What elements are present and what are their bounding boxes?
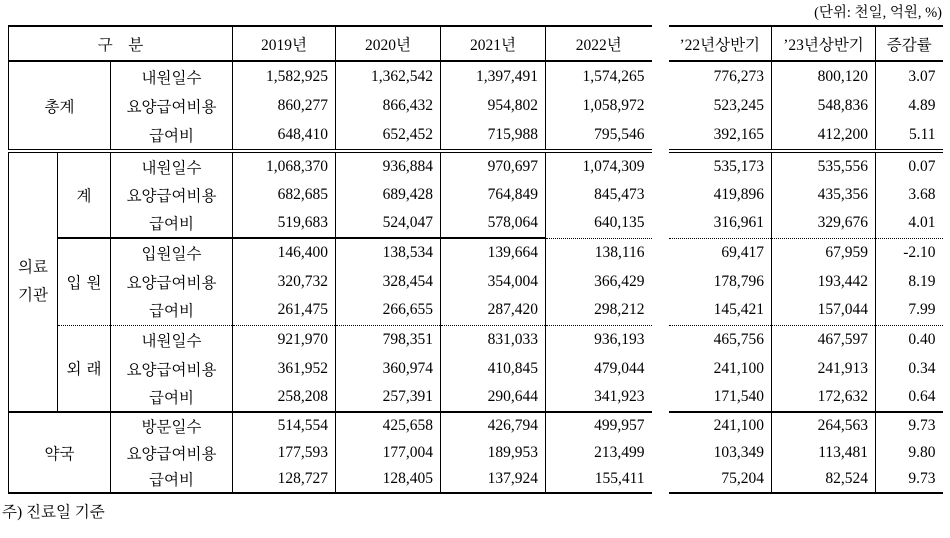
value-cell: 241,100 — [669, 412, 772, 439]
row-label-cell: 방문일수 — [111, 412, 233, 439]
value-cell: 241,913 — [772, 354, 876, 383]
value-cell: 648,410 — [233, 121, 336, 151]
value-cell: 425,658 — [336, 412, 441, 439]
col-header-h1-2022: ’22년상반기 — [669, 26, 772, 61]
value-cell: 320,732 — [233, 267, 336, 296]
value-cell: 776,273 — [669, 61, 772, 91]
value-cell: 535,556 — [772, 151, 876, 180]
value-cell: 845,473 — [546, 180, 652, 209]
group-cell-total: 총계 — [9, 61, 111, 151]
value-cell: 419,896 — [669, 180, 772, 209]
value-cell: 1,074,309 — [546, 151, 652, 180]
value-cell: 146,400 — [233, 238, 336, 267]
row-label-cell: 요양급여비용 — [111, 439, 233, 466]
col-header-2022: 2022년 — [546, 26, 652, 61]
row-label-cell: 내원일수 — [111, 151, 233, 180]
value-cell: 795,546 — [546, 121, 652, 151]
left-table — [8, 25, 652, 494]
value-cell: 137,924 — [441, 466, 546, 493]
value-cell: 523,245 — [669, 91, 772, 121]
header-row — [669, 26, 943, 61]
value-cell: 128,405 — [336, 466, 441, 493]
value-cell: 514,554 — [233, 412, 336, 439]
group-cell-pharmacy: 약국 — [9, 412, 111, 493]
table-row — [669, 383, 943, 412]
value-cell: 128,727 — [233, 466, 336, 493]
value-cell: 535,173 — [669, 151, 772, 180]
group-cell-medical: 의료기관 — [9, 151, 58, 412]
value-cell: 361,952 — [233, 354, 336, 383]
value-cell: 264,563 — [772, 412, 876, 439]
value-cell: 970,697 — [441, 151, 546, 180]
value-cell: 578,064 — [441, 209, 546, 238]
document-page — [0, 3, 950, 522]
table-row — [669, 267, 943, 296]
table-row — [669, 61, 943, 91]
value-cell: 435,356 — [772, 180, 876, 209]
value-cell: 682,685 — [233, 180, 336, 209]
value-cell: 178,796 — [669, 267, 772, 296]
value-cell: 193,442 — [772, 267, 876, 296]
value-cell: 172,632 — [772, 383, 876, 412]
value-cell: 341,923 — [546, 383, 652, 412]
value-cell: 4.01 — [876, 209, 943, 238]
value-cell: 69,417 — [669, 238, 772, 267]
value-cell: 0.07 — [876, 151, 943, 180]
col-header-gubun: 구 분 — [9, 26, 233, 61]
table-row — [669, 91, 943, 121]
value-cell: 921,970 — [233, 325, 336, 354]
value-cell: 1,068,370 — [233, 151, 336, 180]
value-cell: 139,664 — [441, 238, 546, 267]
value-cell: 138,534 — [336, 238, 441, 267]
value-cell: 1,574,265 — [546, 61, 652, 91]
value-cell: 715,988 — [441, 121, 546, 151]
row-label-cell: 입원일수 — [111, 238, 233, 267]
value-cell: 328,454 — [336, 267, 441, 296]
value-cell: 800,120 — [772, 61, 876, 91]
value-cell: 9.73 — [876, 466, 943, 493]
value-cell: 177,593 — [233, 439, 336, 466]
row-label-cell: 급여비 — [111, 383, 233, 412]
col-header-2020: 2020년 — [336, 26, 441, 61]
value-cell: 261,475 — [233, 296, 336, 325]
value-cell: 1,058,972 — [546, 91, 652, 121]
right-table — [669, 25, 943, 494]
row-label-cell: 급여비 — [111, 209, 233, 238]
value-cell: 467,597 — [772, 325, 876, 354]
value-cell: 524,047 — [336, 209, 441, 238]
row-label-cell: 내원일수 — [111, 61, 233, 91]
value-cell: 138,116 — [546, 238, 652, 267]
value-cell: 936,193 — [546, 325, 652, 354]
value-cell: 499,957 — [546, 412, 652, 439]
table-row — [669, 325, 943, 354]
col-header-h1-2023: ’23년상반기 — [772, 26, 876, 61]
subgroup-cell-inpatient: 입원 — [58, 238, 111, 325]
value-cell: 329,676 — [772, 209, 876, 238]
table-row — [669, 121, 943, 151]
value-cell: 392,165 — [669, 121, 772, 151]
value-cell: 241,100 — [669, 354, 772, 383]
row-label-cell: 급여비 — [111, 296, 233, 325]
subgroup-cell-total: 계 — [58, 151, 111, 238]
value-cell: 548,836 — [772, 91, 876, 121]
value-cell: 8.19 — [876, 267, 943, 296]
value-cell: 866,432 — [336, 91, 441, 121]
row-label-cell: 급여비 — [111, 466, 233, 493]
value-cell: 410,845 — [441, 354, 546, 383]
value-cell: 103,349 — [669, 439, 772, 466]
value-cell: 145,421 — [669, 296, 772, 325]
footnote: 주) 진료일 기준 — [2, 504, 105, 521]
value-cell: 0.64 — [876, 383, 943, 412]
col-header-2021: 2021년 — [441, 26, 546, 61]
value-cell: 157,044 — [772, 296, 876, 325]
value-cell: 1,362,542 — [336, 61, 441, 91]
row-label-cell: 요양급여비용 — [111, 267, 233, 296]
table-row — [669, 354, 943, 383]
value-cell: 113,481 — [772, 439, 876, 466]
value-cell: 189,953 — [441, 439, 546, 466]
value-cell: 764,849 — [441, 180, 546, 209]
value-cell: 9.80 — [876, 439, 943, 466]
row-label-cell: 내원일수 — [111, 325, 233, 354]
header-row — [9, 26, 652, 61]
value-cell: 4.89 — [876, 91, 943, 121]
value-cell: 258,208 — [233, 383, 336, 412]
value-cell: 75,204 — [669, 466, 772, 493]
value-cell: 860,277 — [233, 91, 336, 121]
value-cell: 640,135 — [546, 209, 652, 238]
row-label-cell: 급여비 — [111, 121, 233, 151]
value-cell: 831,033 — [441, 325, 546, 354]
value-cell: 360,974 — [336, 354, 441, 383]
value-cell: 0.40 — [876, 325, 943, 354]
value-cell: 9.73 — [876, 412, 943, 439]
value-cell: 287,420 — [441, 296, 546, 325]
table-row — [9, 325, 652, 354]
value-cell: 366,429 — [546, 267, 652, 296]
table-row — [669, 466, 943, 493]
value-cell: 412,200 — [772, 121, 876, 151]
value-cell: 7.99 — [876, 296, 943, 325]
value-cell: 155,411 — [546, 466, 652, 493]
value-cell: 798,351 — [336, 325, 441, 354]
value-cell: 257,391 — [336, 383, 441, 412]
value-cell: 171,540 — [669, 383, 772, 412]
table-row — [9, 61, 652, 91]
value-cell: 689,428 — [336, 180, 441, 209]
value-cell: 465,756 — [669, 325, 772, 354]
value-cell: 5.11 — [876, 121, 943, 151]
value-cell: 3.68 — [876, 180, 943, 209]
table-row — [669, 412, 943, 439]
value-cell: 652,452 — [336, 121, 441, 151]
value-cell: 82,524 — [772, 466, 876, 493]
table-row — [669, 296, 943, 325]
value-cell: 354,004 — [441, 267, 546, 296]
value-cell: 3.07 — [876, 61, 943, 91]
value-cell: 213,499 — [546, 439, 652, 466]
row-label-cell: 요양급여비용 — [111, 91, 233, 121]
col-header-change-rate: 증감률 — [876, 26, 943, 61]
value-cell: 936,884 — [336, 151, 441, 180]
table-row — [669, 238, 943, 267]
table-row — [669, 439, 943, 466]
row-label-cell: 요양급여비용 — [111, 180, 233, 209]
value-cell: 298,212 — [546, 296, 652, 325]
value-cell: -2.10 — [876, 238, 943, 267]
table-row — [9, 412, 652, 439]
value-cell: 1,582,925 — [233, 61, 336, 91]
table-row — [9, 151, 652, 180]
unit-note: (단위: 천일, 억원, %) — [814, 5, 942, 21]
value-cell: 1,397,491 — [441, 61, 546, 91]
value-cell: 519,683 — [233, 209, 336, 238]
value-cell: 316,961 — [669, 209, 772, 238]
table-row — [669, 180, 943, 209]
value-cell: 177,004 — [336, 439, 441, 466]
value-cell: 67,959 — [772, 238, 876, 267]
value-cell: 0.34 — [876, 354, 943, 383]
table-row — [669, 151, 943, 180]
value-cell: 954,802 — [441, 91, 546, 121]
value-cell: 426,794 — [441, 412, 546, 439]
col-header-2019: 2019년 — [233, 26, 336, 61]
row-label-cell: 요양급여비용 — [111, 354, 233, 383]
value-cell: 479,044 — [546, 354, 652, 383]
table-row — [9, 238, 652, 267]
statistics-tables — [8, 25, 950, 494]
value-cell: 266,655 — [336, 296, 441, 325]
subgroup-cell-outpatient: 외래 — [58, 325, 111, 412]
table-row — [669, 209, 943, 238]
value-cell: 290,644 — [441, 383, 546, 412]
